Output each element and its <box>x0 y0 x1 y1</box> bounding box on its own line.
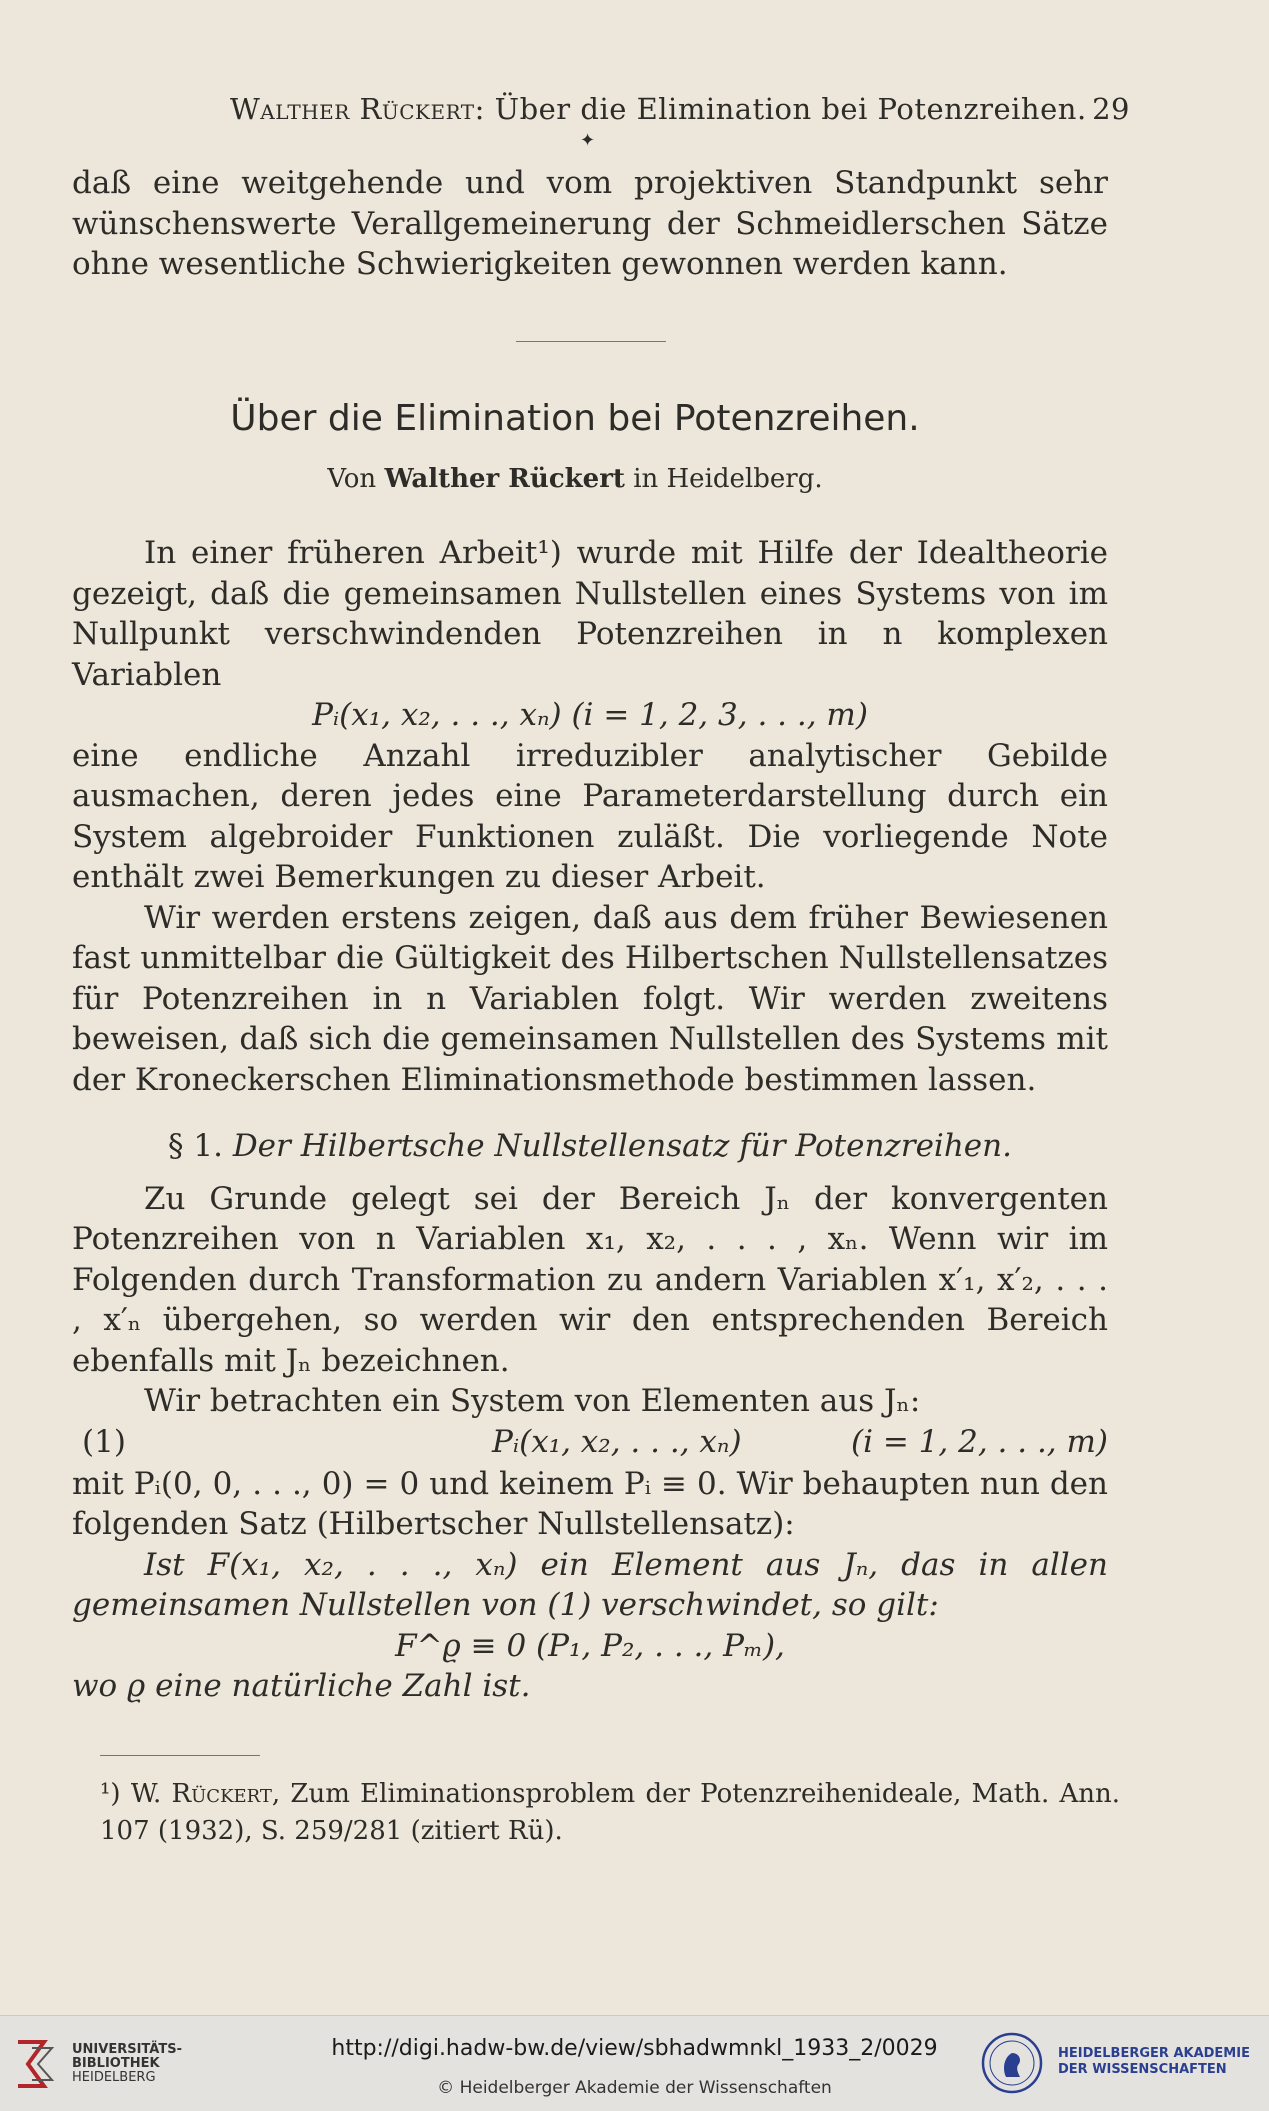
document-url-link[interactable]: http://digi.hadw-bw.de/view/sbhadwmnkl_1933_2/0029 <box>331 2036 938 2061</box>
footnote-text: , Zum Eliminationsproblem der Potenzreihenideale, Math. Ann. 107 (1932), S. 259/281 (zitiert Rü). <box>100 1779 1121 1846</box>
library-name: UNIVERSITÄTS- BIBLIOTHEK HEIDELBERG <box>72 2042 182 2085</box>
paragraph-5: mit Pᵢ(0, 0, . . ., 0) = 0 und keinem Pᵢ ≡ 0. Wir behaupten nun den folgenden Satz (Hilbertscher Nullstellensatz): <box>72 1465 1108 1542</box>
theorem-statement: Ist F(x₁, x₂, . . ., xₙ) ein Element aus Jₙ, das in allen gemeinsamen Nullstellen von (1) verschwindet, so gilt: <box>72 1546 1108 1623</box>
header-title: : Über die Elimination bei Potenzreihen. <box>474 92 1087 126</box>
theorem-conclusion: wo ϱ eine natürliche Zahl ist. <box>72 1668 531 1704</box>
page-number: 29 <box>1092 92 1130 126</box>
paragraph-2: Wir werden erstens zeigen, daß aus dem früher Bewiesenen fast unmittelbar die Gültigkeit des Hilbertschen Nullstellensatzes für Potenzreihen in n Variablen folgt. Wir werden zweitens beweisen, daß sich die gemeinsamen Nullstellen des Systems mit der Kroneckerschen Eliminationsmethode bestimmen lassen. <box>72 899 1108 1098</box>
article-byline <box>0 464 1150 494</box>
byline-von: Von <box>327 464 377 494</box>
footnote-rule <box>100 1755 260 1756</box>
body-text <box>72 533 1108 1707</box>
footnote-author: W. Rückert <box>130 1779 272 1809</box>
footnote <box>100 1776 1120 1850</box>
paragraph-4: Wir betrachten ein System von Elementen aus Jₙ: <box>144 1383 921 1419</box>
theorem-formula: F^ϱ ≡ 0 (P₁, P₂, . . ., Pₘ), <box>395 1627 785 1664</box>
header-author: Walther Rückert <box>230 92 475 126</box>
academy-seal-icon <box>980 2031 1044 2095</box>
article-title: Über die Elimination bei Potenzreihen. <box>230 398 920 439</box>
formula-1: Pᵢ(x₁, x₂, . . ., xₙ) (i = 1, 2, 3, . . ., m) <box>312 697 868 733</box>
footnote-mark: ¹) <box>100 1779 121 1809</box>
equation-label: (1) <box>82 1423 126 1460</box>
paragraph-1a: In einer früheren Arbeit¹) wurde mit Hilfe der Idealtheorie gezeigt, daß die gemeinsamen Nullstellen eines Systems von im Nullpunkt verschwindenden Potenzreihen in n komplexen Variablen <box>72 535 1108 693</box>
paragraph-1b: eine endliche Anzahl irreduzibler analytischer Gebilde ausmachen, deren jedes eine Parameterdarstellung durch ein System algebroider Funktionen zuläßt. Die vorliegende Note enthält zwei Bemerkungen zu dieser Arbeit. <box>72 737 1108 895</box>
ornament-icon: ✦ <box>580 130 596 151</box>
running-header <box>230 92 1130 126</box>
section-heading <box>72 1126 1108 1167</box>
copyright-notice: © Heidelberger Akademie der Wissenschaften <box>437 2078 832 2098</box>
intro-paragraph: daß eine weitgehende und vom projektiven Standpunkt sehr wünschenswerte Verallgemeinerung der Schmeidlerschen Sätze ohne wesentliche Schwierigkeiten gewonnen werden kann. <box>72 165 1108 282</box>
section-divider <box>516 341 666 342</box>
equation-range: (i = 1, 2, . . ., m) <box>850 1423 1108 1460</box>
byline-place: in Heidelberg. <box>633 464 823 494</box>
byline-author: Walther Rückert <box>384 464 625 494</box>
equation-expression: Pᵢ(x₁, x₂, . . ., xₙ) <box>492 1423 742 1460</box>
section-number: § 1. <box>168 1128 223 1164</box>
equation-1 <box>72 1422 1108 1464</box>
section-title: Der Hilbertsche Nullstellensatz für Potenzreihen. <box>232 1128 1012 1164</box>
academy-name: HEIDELBERGER AKADEMIE DER WISSENSCHAFTEN <box>1058 2046 1250 2077</box>
paragraph-3: Zu Grunde gelegt sei der Bereich Jₙ der konvergenten Potenzreihen von n Variablen x₁, x₂, . . . , xₙ. Wenn wir im Folgenden durch Transformation zu andern Variablen x′₁, x′₂, . . . , x′ₙ übergehen, so werden wir den entsprechenden Bereich ebenfalls mit Jₙ bezeichnen. <box>72 1180 1108 1379</box>
viewer-footer <box>0 2015 1269 2111</box>
